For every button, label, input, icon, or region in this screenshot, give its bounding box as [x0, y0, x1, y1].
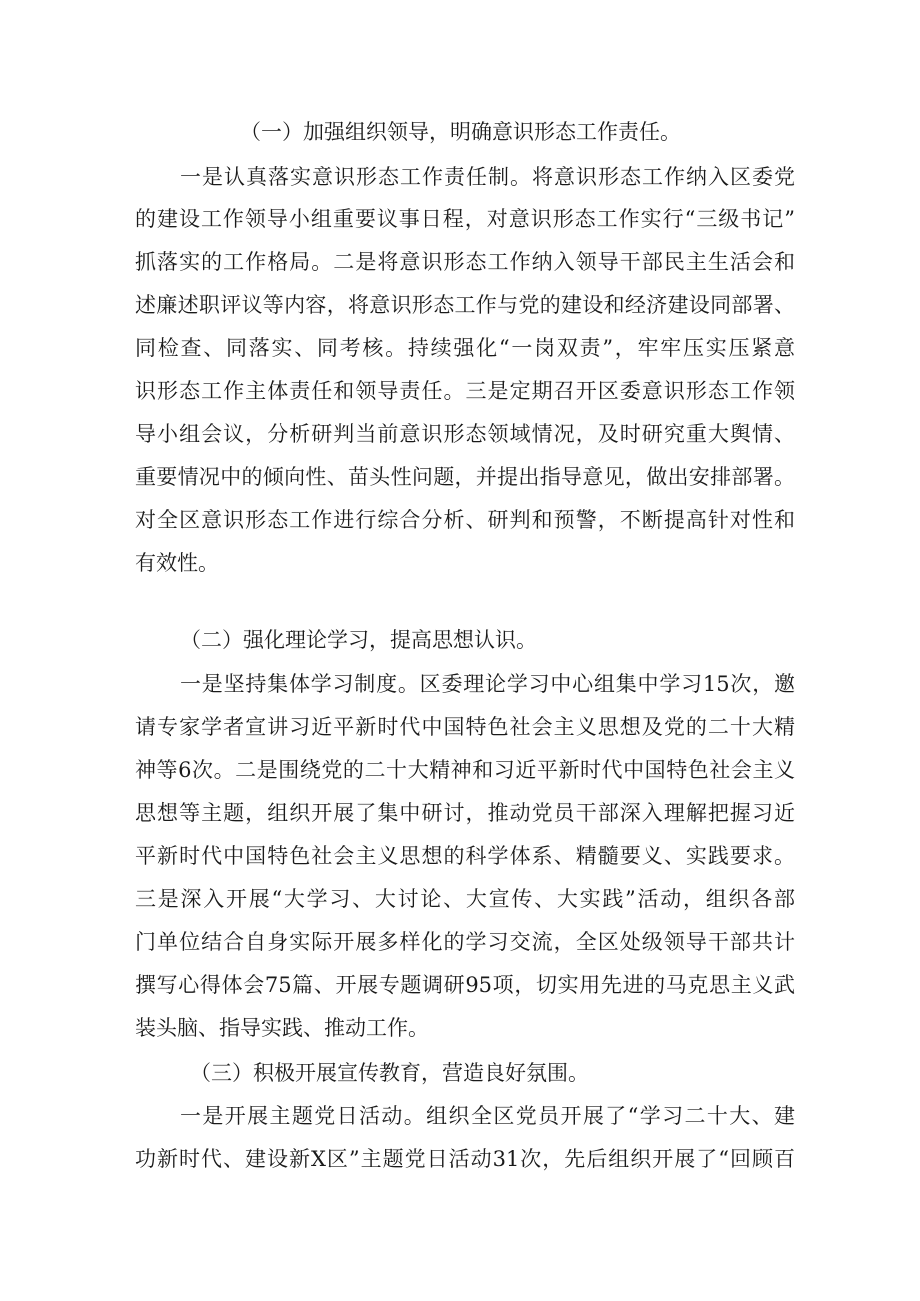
- section-2-line: 门单位结合自身实际开展多样化的学习交流，全区处级领导干部共计: [135, 930, 795, 954]
- section-2-line: 一是坚持集体学习制度。区委理论学习中心组集中学习15次，邀: [180, 672, 795, 696]
- section-2-line: 思想等主题，组织开展了集中研讨，推动党员干部深入理解把握习近: [135, 801, 795, 825]
- section-1-line: 导小组会议，分析研判当前意识形态领域情况，及时研究重大舆情、: [135, 422, 795, 446]
- section-1-line: 抓落实的工作格局。二是将意识形态工作纳入领导干部民主生活会和: [135, 250, 795, 274]
- section-2-line: 三是深入开展“大学习、大讨论、大宣传、大实践”活动，组织各部: [135, 887, 795, 911]
- section-1-line: 述廉述职评议等内容，将意识形态工作与党的建设和经济建设同部署、: [135, 293, 795, 317]
- section-2-line: 请专家学者宣讲习近平新时代中国特色社会主义思想及党的二十大精: [135, 715, 795, 739]
- section-1-line: 识形态工作主体责任和领导责任。三是定期召开区委意识形态工作领: [135, 379, 795, 403]
- section-3-line: 功新时代、建设新X区”主题党日活动31次，先后组织开展了“回顾百: [135, 1147, 795, 1171]
- section-2-line: 平新时代中国特色社会主义思想的科学体系、精髓要义、实践要求。: [135, 844, 795, 868]
- section-2-line: 神等6次。二是围绕党的二十大精神和习近平新时代中国特色社会主义: [135, 758, 795, 782]
- section-2-line: 装头脑、指导实践、推动工作。: [135, 1016, 429, 1040]
- section-2-heading: （二）强化理论学习，提高思想认识。: [180, 628, 537, 652]
- section-2-line: 撰写心得体会75篇、开展专题调研95项，切实用先进的马克思主义武: [135, 973, 795, 997]
- section-1-line: 同检查、同落实、同考核。持续强化“一岗双责”，牢牢压实压紧意: [135, 336, 795, 360]
- section-1-line: 有效性。: [135, 551, 219, 575]
- section-1-line: 的建设工作领导小组重要议事日程，对意识形态工作实行“三级书记”: [135, 207, 795, 231]
- section-3-line: 一是开展主题党日活动。组织全区党员开展了“学习二十大、建: [180, 1104, 795, 1128]
- section-1-line: 对全区意识形态工作进行综合分析、研判和预警，不断提高针对性和: [135, 508, 795, 532]
- section-1-line: 一是认真落实意识形态工作责任制。将意识形态工作纳入区委党: [180, 165, 795, 189]
- section-3-heading: （三）积极开展宣传教育，营造良好氛围。: [190, 1061, 589, 1085]
- section-1-line: 重要情况中的倾向性、苗头性问题，并提出指导意见，做出安排部署。: [135, 465, 795, 489]
- section-1-heading: （一）加强组织领导，明确意识形态工作责任。: [240, 120, 681, 144]
